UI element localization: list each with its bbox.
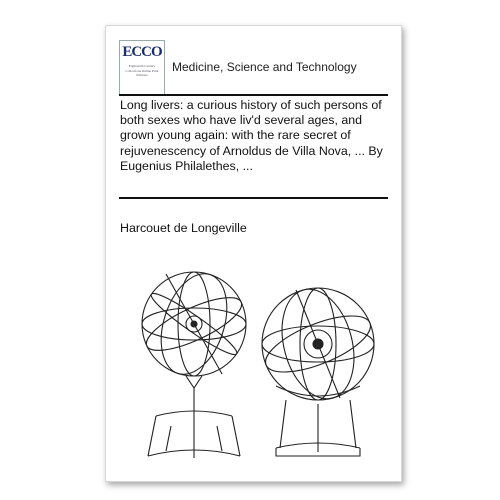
book-title: Long livers: a curious history of such persons of both sexes who have liv'd several ages, and grown young again: with the rare secret of rejuvenescency of Arnoldus de Villa Nova, ... By Eugenius Philalethes, ...	[120, 98, 383, 173]
ecco-logo-text: ECCO	[122, 44, 162, 60]
right-sphere-icon	[259, 281, 378, 456]
armillary-spheres-icon	[126, 266, 386, 466]
series-title: Medicine, Science and Technology	[172, 60, 357, 74]
book-author: Harcouet de Longeville	[120, 221, 247, 235]
ecco-logo-subtitle: Eighteenth Century Collections Online Print Editions	[125, 64, 159, 78]
left-sphere-icon	[140, 266, 248, 458]
bottom-divider	[119, 197, 388, 199]
ecco-logo	[119, 40, 165, 96]
top-divider	[119, 94, 388, 96]
book-cover	[105, 25, 402, 482]
